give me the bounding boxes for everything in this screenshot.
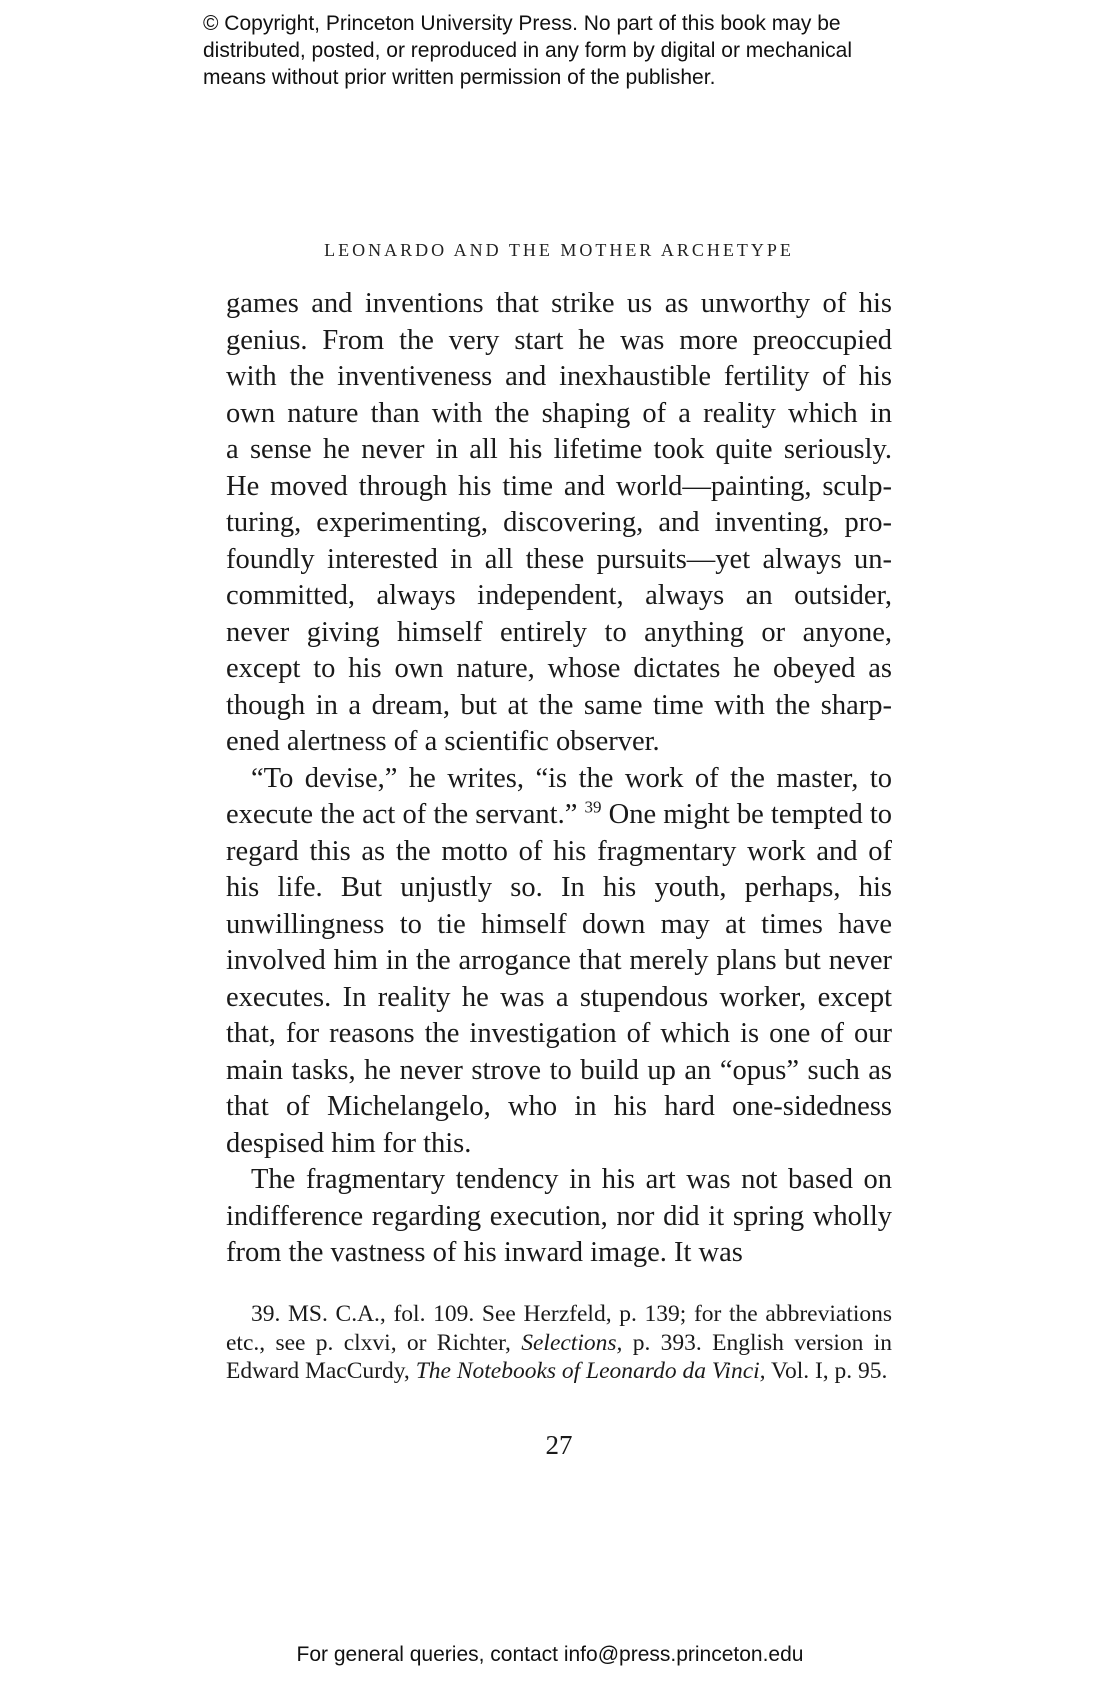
paragraph [226,761,892,1163]
text-line: except to his own nature, whose dictates he obeyed as [226,653,892,684]
contact-notice: For general queries, contact info@press.princeton.edu [296,1643,804,1666]
copyright-line: means without prior written permission of the publisher. [203,66,716,89]
copyright-line: distributed, posted, or reproduced in any form by digital or mechanical [203,39,853,62]
copyright-notice [203,10,903,91]
text-line: committed, always independent, always an outsider, [226,580,892,611]
text-line: a sense he never in all his lifetime took quite seriously. [226,434,892,465]
text-line: though in a dream, but at the same time with the sharp- [226,689,892,721]
footnote-title: Selections, [521,1329,623,1356]
footnote-text: p. 393. English version in Edward MacCurdy, [226,1329,893,1384]
footnote-text: 39. MS. C.A., fol. 109. See Herzfeld, p. 139; for the abbreviations etc., see p. clxvi, or Richter, [226,1301,892,1356]
paragraph [226,1162,892,1272]
paragraph-text: One might be tempted to regard this as the motto of his fragmentary work and of his life. But unjustly so. In his youth, perhaps, his unwillingness to tie himself down may at times have involved him in the arrogance that merely plans but never executes. In reality he was a stupendous worker, except that, for reasons the investigation of which is one of our main tasks, he never strove to build up an “opus” such as that of Michelangelo, who in his hard one-sidedness despised him for this. [226,799,893,1159]
copyright-line: © Copyright, Princeton University Press. No part of this book may be [203,12,841,35]
text-line: ened alertness of a scientific observer. [226,726,660,757]
paragraph-text: The fragmentary tendency in his art was not based on indifference regarding execution, nor did it spring wholly from the vastness of his inward image. It was [226,1164,892,1268]
footnote [226,1300,892,1386]
paragraph-text: “To devise,” he writes, “is the work of the master, to execute the act of the servant.” [226,762,892,830]
footnote-title: The Notebooks of Leonardo da Vinci, [415,1358,766,1384]
text-line: genius. From the very start he was more preoccupied [226,324,892,356]
text-line: He moved through his time and world—painting, sculp- [226,470,892,502]
text-line: with the inventiveness and inexhaustible fertility of his [226,361,892,392]
footnote-reference: 39 [584,797,602,817]
text-line: foundly interested in all these pursuits—yet always un- [226,543,892,575]
footnote-text: Vol. I, p. 95. [771,1358,888,1384]
running-head: LEONARDO AND THE MOTHER ARCHETYPE [324,240,794,260]
text-line: own nature than with the shaping of a reality which in [226,397,892,429]
paragraph [226,286,892,761]
text-line: never giving himself entirely to anything or anyone, [226,616,892,648]
page-number: 27 [545,1430,573,1460]
text-line: games and inventions that strike us as unworthy of his [226,288,892,319]
body-text [226,286,892,1272]
text-line: turing, experimenting, discovering, and inventing, pro- [226,507,892,538]
